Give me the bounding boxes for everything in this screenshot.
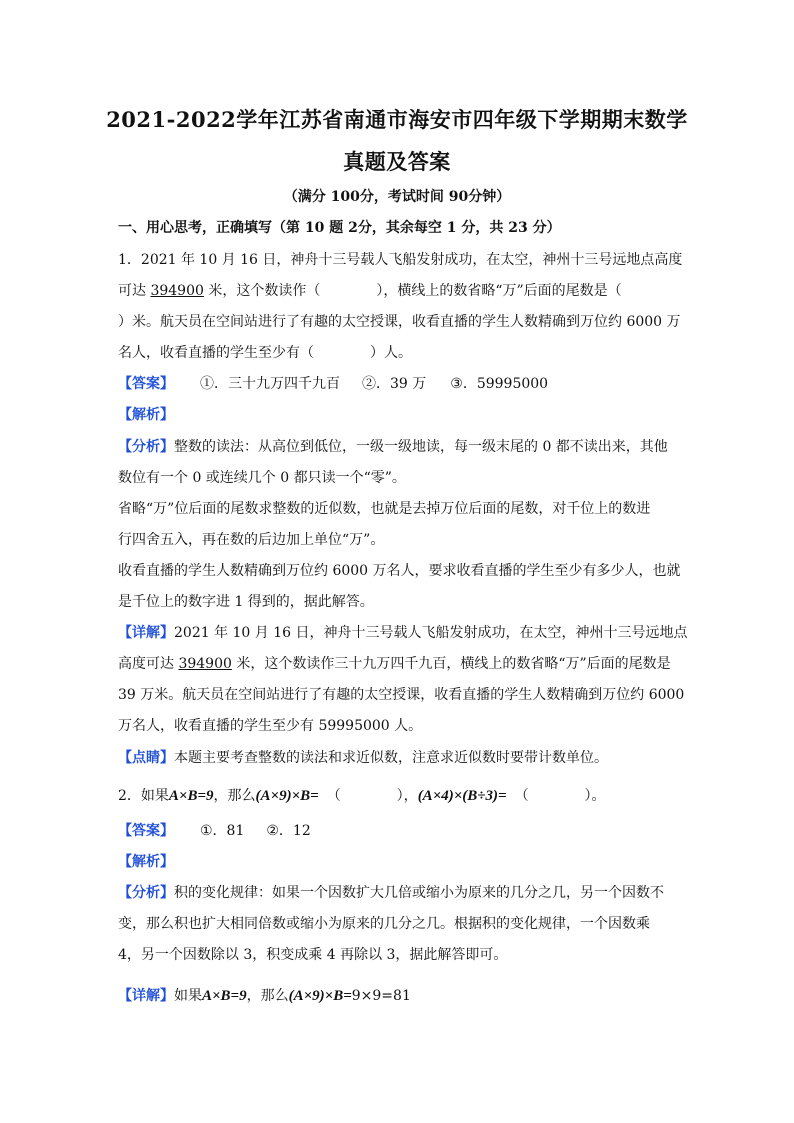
analysis-tag: 【解析】 [118, 407, 174, 423]
q1-xiangjie-line1 [118, 623, 688, 643]
fenxi-tag: 【分析】 [118, 439, 174, 455]
q2-fenxi-line2: 变，那么积也扩大相同倍数或缩小为原来的几分之几。根据积的变化规律，一个因数乘 [118, 916, 650, 932]
xiangjie-tag: 【详解】 [118, 988, 174, 1004]
q1-dianjing-text: 本题主要考查整数的读法和求近似数，注意求近似数时要带计数单位。 [174, 750, 608, 766]
answer-tag: 【答案】 [118, 376, 174, 392]
q2-stem [118, 786, 606, 806]
q2-xiangjie-b: ，那么 [246, 988, 289, 1004]
q1-line3: ）米。航天员在空间站进行了有趣的太空授课，收看直播的学生人数精确到万位约 6000 万 [118, 314, 681, 330]
q1-dianjing [118, 748, 608, 768]
q1-line4: 名人，收看直播的学生至少有（ ）人。 [118, 345, 412, 361]
q1-xiangjie-underlined: 394900 [178, 656, 232, 672]
q1-xiangjie-line4: 万名人，收看直播的学生至少有 59995000 人。 [118, 718, 423, 734]
q1-fenxi-line4: 行四舍五入，再在数的后边加上单位“万”。 [118, 532, 385, 548]
q1-xiangjie-line2 [118, 654, 671, 674]
q2-formula-2: (A×9)×B= [255, 788, 319, 804]
q1-answer [118, 374, 548, 394]
q2-xiangjie-formula-2: (A×9)×B= [288, 988, 352, 1004]
q2-answer [118, 821, 311, 841]
q2-blank-2: （ ）。 [514, 788, 606, 804]
dianjing-tag: 【点睛】 [118, 750, 174, 766]
page-title-line2: 真题及答案 [343, 149, 451, 174]
q1-fenxi-line5: 收看直播的学生人数精确到万位约 6000 万名人，要求收看直播的学生至少有多少人，也就 [118, 563, 681, 579]
exam-info: （满分 100分，考试时间 90分钟） [283, 189, 511, 205]
q1-xiangjie-text2b: 米，这个数读作三十九万四千九百，横线上的数省略“万”后面的尾数是 [231, 656, 671, 672]
q1-fenxi-line6: 是千位上的数字进 1 得到的，据此解答。 [118, 594, 374, 610]
q1-fenxi-line2: 数位有一个 0 或连续几个 0 都只读一个“零”。 [118, 470, 406, 486]
q1-underlined-number: 394900 [150, 283, 204, 299]
q1-fenxi-line1 [118, 437, 668, 457]
page-title: 2021-2022学年江苏省南通市海安市四年级下学期期末数学 [106, 107, 688, 132]
q1-xiangjie-line3: 39 万米。航天员在空间站进行了有趣的太空授课，收看直播的学生人数精确到万位约 6000 [118, 687, 685, 703]
fenxi-tag: 【分析】 [118, 885, 174, 901]
q2-fenxi-line3: 4，另一个因数除以 3，积变成乘 4 再除以 3，据此解答即可。 [118, 947, 508, 963]
q2-xiangjie-a: 如果 [174, 988, 202, 1004]
q1-analysis-tag [118, 405, 174, 425]
q1-answer-2: ②．39 万 [362, 376, 427, 392]
section-heading: 一、用心思考，正确填写（第 10 题 2分，其余每空 1 分，共 23 分） [118, 220, 561, 236]
q1-xiangjie-text1: 2021 年 10 月 16 日，神舟十三号载人飞船发射成功，在太空，神州十三号远地点 [174, 625, 688, 641]
q2-xiangjie-formula-1: A×B=9 [202, 988, 247, 1004]
q2-formula-1: A×B=9 [168, 788, 214, 804]
q2-analysis-tag [118, 852, 174, 872]
q2-blank-1: （ ）， [326, 788, 418, 804]
q1-xiangjie-text2a: 高度可达 [118, 656, 179, 672]
q2-answer-2: ②．12 [266, 823, 311, 839]
q1-fenxi-line3: 省略“万”位后面的尾数求整数的近似数，也就是去掉万位后面的尾数，对千位上的数进 [118, 501, 651, 517]
q2-fenxi-text1: 积的变化规律：如果一个因数扩大几倍或缩小为原来的几分之几，另一个因数不 [174, 885, 664, 901]
q2-xiangjie [118, 986, 411, 1006]
q1-line1: 1．2021 年 10 月 16 日，神舟十三号载人飞船发射成功，在太空，神州十三号远地点高度 [118, 252, 683, 268]
answer-tag: 【答案】 [118, 823, 174, 839]
q2-xiangjie-result: 9×9=81 [351, 988, 411, 1004]
q2-formula-3: (A×4)×(B÷3)= [417, 788, 507, 804]
q1-line2-text-a: 可达 [118, 283, 151, 299]
q2-answer-1: ①．81 [200, 823, 245, 839]
q1-line2 [118, 281, 622, 301]
q2-prefix: 2．如果 [118, 788, 169, 804]
analysis-tag: 【解析】 [118, 854, 174, 870]
q1-answer-1: ①．三十九万四千九百 [200, 376, 340, 392]
xiangjie-tag: 【详解】 [118, 625, 174, 641]
q1-fenxi-text1: 整数的读法：从高位到低位，一级一级地读，每一级末尾的 0 都不读出来，其他 [174, 439, 668, 455]
q2-fenxi-line1 [118, 883, 664, 903]
q1-answer-3: ③．59995000 [450, 376, 549, 392]
q1-line2-text-b: 米，这个数读作（ ），横线上的数省略“万”后面的尾数是（ [203, 283, 622, 299]
q2-mid: ，那么 [213, 788, 256, 804]
